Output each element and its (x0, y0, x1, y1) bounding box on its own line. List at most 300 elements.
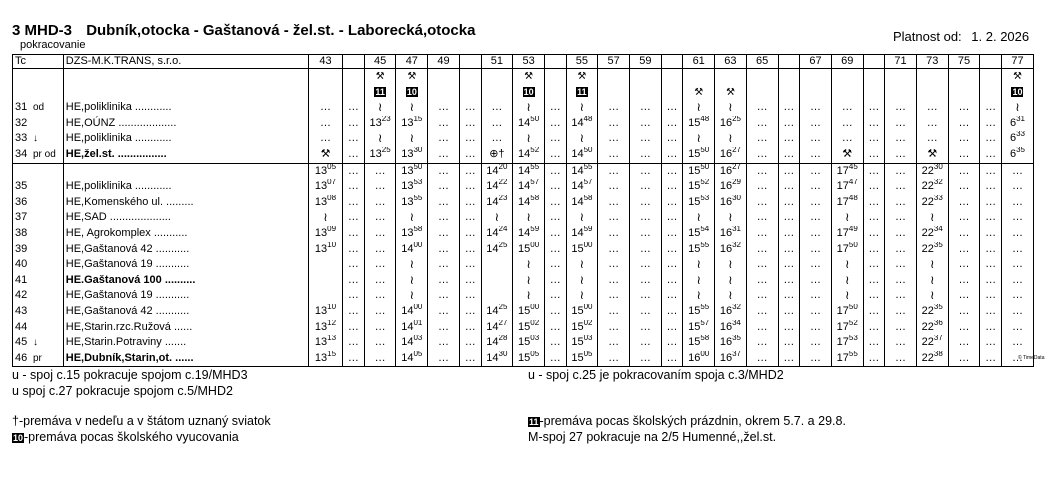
time-cell: … (885, 210, 917, 226)
time-cell: … (746, 351, 778, 367)
time-cell: … (746, 100, 778, 116)
time-cell: … (980, 100, 1002, 116)
time-cell: ≀ (566, 273, 598, 289)
time-cell: … (343, 195, 365, 211)
stop-name: HE,Gaštanová 19 ........... (63, 257, 308, 273)
time-cell: … (598, 351, 630, 367)
time-cell: ≀ (566, 257, 598, 273)
time-cell: … (459, 273, 481, 289)
time-cell: … (980, 288, 1002, 304)
time-cell: … (948, 100, 980, 116)
time-cell: … (544, 195, 566, 211)
time-cell: … (343, 147, 365, 163)
time-cell (481, 288, 513, 304)
subtitle: pokracovanie (20, 39, 86, 51)
trip-number: 77 (1001, 55, 1033, 69)
time-cell: $6^{31}$ (1001, 116, 1033, 132)
time-cell: $13^{55}$ (396, 195, 428, 211)
time-cell: … (885, 351, 917, 367)
time-cell: … (980, 147, 1002, 163)
time-cell: $15^{50}$ (683, 147, 715, 163)
time-cell: … (800, 226, 832, 242)
time-cell: ≀ (715, 131, 747, 147)
time-cell: … (598, 304, 630, 320)
time-cell: … (364, 257, 396, 273)
time-cell: … (343, 273, 365, 289)
time-cell: … (598, 131, 630, 147)
time-cell: … (778, 116, 800, 132)
time-cell: … (598, 210, 630, 226)
time-cell: … (598, 242, 630, 258)
time-cell: … (630, 147, 662, 163)
time-cell: … (948, 131, 980, 147)
time-cell: … (428, 242, 460, 258)
time-cell: … (863, 273, 885, 289)
trip-number: 45 (364, 55, 396, 69)
row-number: 38 (13, 226, 64, 242)
time-cell: … (343, 100, 365, 116)
time-cell: … (916, 131, 948, 147)
time-cell: … (800, 163, 832, 179)
time-cell: ≀ (566, 288, 598, 304)
time-cell: … (980, 351, 1002, 367)
time-cell: … (885, 335, 917, 351)
time-cell: … (800, 100, 832, 116)
time-cell: … (459, 100, 481, 116)
time-cell: … (661, 351, 683, 367)
workday-icon: ⚒ (694, 86, 704, 98)
time-cell: … (746, 210, 778, 226)
time-cell: … (1001, 288, 1033, 304)
time-cell: … (948, 335, 980, 351)
validity-badge: 10 (523, 86, 534, 97)
time-cell: … (630, 242, 662, 258)
time-cell: $15^{05}$ (513, 351, 545, 367)
time-cell: ≀ (513, 288, 545, 304)
time-cell: ≀ (364, 131, 396, 147)
time-cell: … (831, 116, 863, 132)
time-cell: ≀ (715, 273, 747, 289)
time-cell: … (1001, 273, 1033, 289)
time-cell: … (343, 288, 365, 304)
time-cell: $17^{45}$ (831, 163, 863, 179)
time-cell: $16^{35}$ (715, 335, 747, 351)
time-cell: … (630, 179, 662, 195)
time-cell: $14^{55}$ (566, 163, 598, 179)
route-name: Dubník,otocka - Gaštanová - žel.st. - Laborecká,otocka (86, 22, 476, 39)
time-cell: $6^{35}$ (1001, 147, 1033, 163)
header-row (13, 55, 1034, 69)
time-cell: … (630, 116, 662, 132)
time-cell: ≀ (566, 100, 598, 116)
table-row (13, 351, 1034, 367)
time-cell: … (863, 288, 885, 304)
time-cell: … (598, 100, 630, 116)
time-cell: $15^{02}$ (566, 320, 598, 336)
time-cell: $16^{00}$ (683, 351, 715, 367)
trip-number: 47 (396, 55, 428, 69)
row-number: 42 (13, 288, 64, 304)
trip-number (778, 55, 800, 69)
time-cell: ≀ (513, 257, 545, 273)
time-cell: ≀ (513, 131, 545, 147)
time-cell: … (885, 179, 917, 195)
trip-number (343, 55, 365, 69)
table-row (13, 226, 1034, 242)
time-cell: … (863, 226, 885, 242)
stop-name: HE,SAD .................... (63, 210, 308, 226)
time-cell: … (661, 226, 683, 242)
time-cell: $14^{59}$ (513, 226, 545, 242)
row-number (13, 163, 64, 179)
time-cell: $15^{05}$ (566, 351, 598, 367)
time-cell: … (630, 100, 662, 116)
note-5-text: -premáva pocas školského vyucovania (24, 430, 239, 444)
stop-name: HE,Gaštanová 42 ........... (63, 304, 308, 320)
time-cell: … (980, 226, 1002, 242)
time-cell: … (800, 304, 832, 320)
time-cell: … (661, 320, 683, 336)
time-cell: … (746, 116, 778, 132)
time-cell: $15^{52}$ (683, 179, 715, 195)
time-cell: ≀ (916, 210, 948, 226)
time-cell: … (598, 116, 630, 132)
time-cell: … (364, 226, 396, 242)
row-number: 32 (13, 116, 64, 132)
time-cell: ≀ (683, 131, 715, 147)
time-cell: … (630, 304, 662, 320)
table-row (13, 131, 1034, 147)
time-cell: ≀ (396, 257, 428, 273)
time-cell: … (948, 195, 980, 211)
time-cell: … (863, 179, 885, 195)
row-number: 31 od (13, 100, 64, 116)
time-cell: … (343, 116, 365, 132)
time-cell: … (459, 320, 481, 336)
time-cell: $14^{00}$ (396, 242, 428, 258)
stop-name: HE,Gaštanová 42 ........... (63, 242, 308, 258)
time-cell: ≀ (364, 100, 396, 116)
time-cell: … (544, 163, 566, 179)
time-cell: … (885, 131, 917, 147)
time-cell: … (746, 304, 778, 320)
table-row (13, 242, 1034, 258)
workday-icon: ⚒ (375, 71, 385, 82)
time-cell: … (863, 100, 885, 116)
time-cell: ≀ (396, 273, 428, 289)
time-cell: $14^{05}$ (396, 351, 428, 367)
time-cell: ≀ (683, 210, 715, 226)
time-cell: … (778, 257, 800, 273)
row-number: 34 pr od (13, 147, 64, 163)
time-cell: … (544, 210, 566, 226)
time-cell: … (343, 179, 365, 195)
workday-icon: ⚒ (524, 71, 534, 82)
time-cell: … (1001, 210, 1033, 226)
time-cell: … (1001, 195, 1033, 211)
time-cell: … (746, 226, 778, 242)
time-cell: … (364, 195, 396, 211)
table-row (13, 163, 1034, 179)
time-cell: … (459, 335, 481, 351)
time-cell: … (778, 288, 800, 304)
operator-header: DZS-M.K.TRANS, s.r.o. (63, 55, 308, 69)
time-cell: … (800, 288, 832, 304)
stop-name (63, 163, 308, 179)
time-cell: ≀ (513, 210, 545, 226)
time-cell: … (364, 210, 396, 226)
time-cell: … (661, 210, 683, 226)
time-cell: … (544, 351, 566, 367)
time-cell: … (1001, 242, 1033, 258)
time-cell: ≀ (396, 131, 428, 147)
time-cell: … (800, 147, 832, 163)
time-cell: … (630, 351, 662, 367)
time-cell: ⊕† (481, 147, 513, 163)
time-cell: … (459, 195, 481, 211)
time-cell: $14^{28}$ (481, 335, 513, 351)
timetable-title (12, 22, 475, 39)
time-cell: … (778, 195, 800, 211)
time-cell: … (428, 100, 460, 116)
trip-number: 75 (948, 55, 980, 69)
time-cell: $6^{33}$ (1001, 131, 1033, 147)
time-cell: … (863, 335, 885, 351)
time-cell: … (364, 242, 396, 258)
time-cell: … (630, 257, 662, 273)
time-cell: … (948, 273, 980, 289)
time-cell: … (980, 116, 1002, 132)
time-cell: … (948, 351, 980, 367)
time-cell: $14^{24}$ (481, 226, 513, 242)
time-cell: … (746, 257, 778, 273)
stop-name: HE,Starin.Potraviny ....... (63, 335, 308, 351)
time-cell (481, 273, 513, 289)
time-cell: … (598, 288, 630, 304)
time-cell: … (800, 195, 832, 211)
time-cell: … (598, 335, 630, 351)
time-cell: ≀ (308, 210, 342, 226)
time-cell: … (364, 304, 396, 320)
time-cell: … (863, 116, 885, 132)
time-cell: $14^{57}$ (513, 179, 545, 195)
time-cell: ≀ (715, 288, 747, 304)
time-cell: … (459, 304, 481, 320)
time-cell: $22^{37}$ (916, 335, 948, 351)
trip-number (980, 55, 1002, 69)
marks-row (13, 85, 1034, 101)
time-cell: $16^{37}$ (715, 351, 747, 367)
trip-number: 73 (916, 55, 948, 69)
workday-icon: ⚒ (407, 71, 417, 82)
time-cell: … (544, 320, 566, 336)
time-cell: … (481, 131, 513, 147)
time-cell: $14^{50}$ (513, 116, 545, 132)
row-number: 43 (13, 304, 64, 320)
time-cell: … (661, 288, 683, 304)
time-cell: $17^{53}$ (831, 335, 863, 351)
time-cell: $22^{35}$ (916, 304, 948, 320)
note-1: u - spoj c.15 pokracuje spojom c.19/MHD3 (12, 368, 248, 382)
time-cell: $16^{27}$ (715, 147, 747, 163)
time-cell: … (343, 351, 365, 367)
validity-badge: 11 (375, 86, 385, 97)
time-cell (308, 273, 342, 289)
time-cell: $17^{52}$ (831, 320, 863, 336)
time-cell: … (948, 288, 980, 304)
time-cell: … (308, 116, 342, 132)
time-cell: $15^{55}$ (683, 304, 715, 320)
timetable (12, 54, 1034, 367)
trip-number: 71 (885, 55, 917, 69)
time-cell: … (885, 242, 917, 258)
time-cell: $13^{07}$ (308, 179, 342, 195)
time-cell: … (544, 273, 566, 289)
row-number: 40 (13, 257, 64, 273)
time-cell: $13^{15}$ (308, 351, 342, 367)
time-cell: … (863, 351, 885, 367)
time-cell: … (459, 210, 481, 226)
time-cell: … (459, 179, 481, 195)
time-cell: ≀ (1001, 100, 1033, 116)
time-cell: … (778, 131, 800, 147)
time-cell: … (428, 335, 460, 351)
time-cell: … (800, 257, 832, 273)
holiday-badge: 11 (529, 417, 539, 427)
time-cell: … (800, 179, 832, 195)
time-cell: $17^{47}$ (831, 179, 863, 195)
time-cell (308, 257, 342, 273)
stop-name: HE,OÚNZ ................... (63, 116, 308, 132)
time-cell: $15^{57}$ (683, 320, 715, 336)
time-cell: … (948, 163, 980, 179)
time-cell: $22^{33}$ (916, 195, 948, 211)
time-cell: ≀ (831, 257, 863, 273)
time-cell: … (800, 242, 832, 258)
time-cell: $17^{50}$ (831, 242, 863, 258)
time-cell: … (661, 335, 683, 351)
time-cell: … (428, 210, 460, 226)
time-cell: … (800, 335, 832, 351)
time-cell: … (630, 273, 662, 289)
time-cell (308, 288, 342, 304)
time-cell: $13^{25}$ (364, 147, 396, 163)
row-number: 39 (13, 242, 64, 258)
time-cell: ≀ (396, 288, 428, 304)
time-cell: … (1001, 304, 1033, 320)
time-cell: … (661, 242, 683, 258)
time-cell: … (778, 100, 800, 116)
time-cell: … (661, 195, 683, 211)
row-number: 46 pr (13, 351, 64, 367)
time-cell: … (746, 131, 778, 147)
time-cell: … (661, 273, 683, 289)
time-cell: ≀ (831, 288, 863, 304)
time-cell: … (343, 210, 365, 226)
time-cell: … (1001, 163, 1033, 179)
table-row (13, 147, 1034, 163)
stop-name: HE,poliklinika ............ (63, 131, 308, 147)
time-cell: … (364, 335, 396, 351)
stop-name: HE,Dubník,Starin,ot. ...... (63, 351, 308, 367)
time-cell: $17^{48}$ (831, 195, 863, 211)
stop-name: HE, Agrokomplex ........... (63, 226, 308, 242)
time-cell: $14^{59}$ (566, 226, 598, 242)
time-cell: … (661, 116, 683, 132)
time-cell: … (598, 226, 630, 242)
time-cell: … (916, 100, 948, 116)
trip-number: 51 (481, 55, 513, 69)
time-cell: … (746, 320, 778, 336)
time-cell: $16^{29}$ (715, 179, 747, 195)
stop-name: HE,žel.st. ................ (63, 147, 308, 163)
time-cell: … (459, 226, 481, 242)
time-cell: … (364, 351, 396, 367)
time-cell: … (863, 257, 885, 273)
row-number: 37 (13, 210, 64, 226)
time-cell: … (428, 195, 460, 211)
time-cell: … (948, 320, 980, 336)
time-cell: $22^{36}$ (916, 320, 948, 336)
note-6 (528, 414, 846, 428)
time-cell: … (630, 210, 662, 226)
time-cell: ≀ (916, 257, 948, 273)
workday-icon: ⚒ (577, 71, 587, 82)
time-cell: $14^{48}$ (566, 116, 598, 132)
time-cell: $16^{34}$ (715, 320, 747, 336)
table-row (13, 179, 1034, 195)
time-cell: … (980, 304, 1002, 320)
time-cell: … (428, 288, 460, 304)
time-cell: $17^{55}$ (831, 351, 863, 367)
time-cell: … (980, 273, 1002, 289)
time-cell: … (544, 179, 566, 195)
stop-name: HE,Komenského ul. ......... (63, 195, 308, 211)
time-cell: … (343, 257, 365, 273)
time-cell: $15^{50}$ (683, 163, 715, 179)
time-cell: … (343, 226, 365, 242)
time-cell: … (308, 131, 342, 147)
time-cell: … (364, 273, 396, 289)
time-cell: … (778, 163, 800, 179)
time-cell: $16^{32}$ (715, 242, 747, 258)
time-cell: … (661, 147, 683, 163)
stop-name: HE,Starin.rzc.Ružová ...... (63, 320, 308, 336)
time-cell: $15^{53}$ (683, 195, 715, 211)
row-number: 44 (13, 320, 64, 336)
time-cell: $15^{58}$ (683, 335, 715, 351)
time-cell: … (746, 242, 778, 258)
table-row (13, 195, 1034, 211)
time-cell: … (980, 242, 1002, 258)
time-cell: … (778, 320, 800, 336)
time-cell: … (800, 210, 832, 226)
trip-number: 59 (630, 55, 662, 69)
time-cell: ≀ (715, 257, 747, 273)
time-cell: … (800, 131, 832, 147)
time-cell: $15^{00}$ (513, 242, 545, 258)
time-cell: … (948, 147, 980, 163)
time-cell: … (459, 257, 481, 273)
time-cell: … (885, 273, 917, 289)
time-cell: … (428, 257, 460, 273)
time-cell: … (948, 242, 980, 258)
time-cell: … (428, 179, 460, 195)
validity-badge: 10 (406, 86, 417, 97)
time-cell: … (544, 242, 566, 258)
note-6-text: -premáva pocas školských prázdnin, okrem 5.7. a 29.8. (539, 414, 846, 428)
time-cell: … (885, 320, 917, 336)
